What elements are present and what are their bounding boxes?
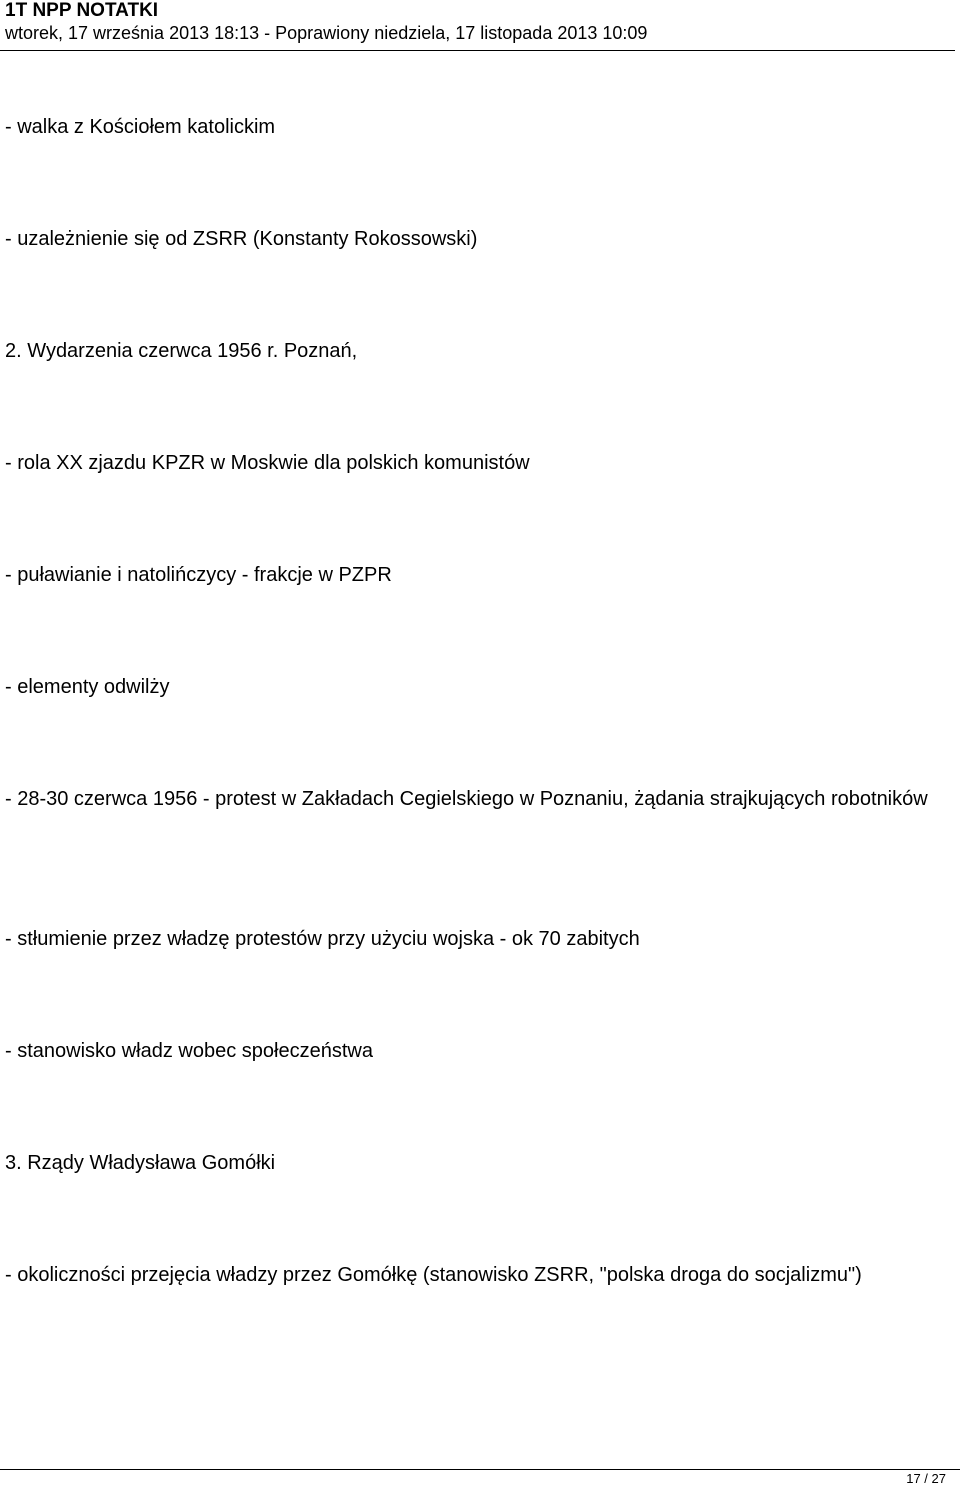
paragraph-3: - rola XX zjazdu KPZR w Moskwie dla polskich komunistów [5, 452, 530, 474]
paragraph-2: - uzależnienie się od ZSRR (Konstanty Rokossowski) [5, 228, 478, 250]
section-heading-2: 2. Wydarzenia czerwca 1956 r. Poznań, [5, 340, 358, 362]
document-title: 1T NPP NOTATKI [5, 0, 159, 21]
page-header [5, 0, 955, 44]
paragraph-1: - walka z Kościołem katolickim [5, 116, 276, 138]
document-meta: wtorek, 17 września 2013 18:13 - Poprawiony niedziela, 17 listopada 2013 10:09 [5, 23, 648, 43]
header-divider [0, 50, 955, 51]
paragraph-6: - 28-30 czerwca 1956 - protest w Zakładach Cegielskiego w Poznaniu, żądania strajkujących robotników [5, 788, 928, 810]
page-number: 17 / 27 [906, 1471, 946, 1486]
section-heading-3: 3. Rządy Władysława Gomółki [5, 1152, 276, 1174]
paragraph-7: - stłumienie przez władzę protestów przy użyciu wojska - ok 70 zabitych [5, 928, 640, 950]
paragraph-8: - stanowisko władz wobec społeczeństwa [5, 1040, 373, 1062]
paragraph-9: - okoliczności przejęcia władzy przez Gomółkę (stanowisko ZSRR, "polska droga do socjalizmu") [5, 1264, 862, 1286]
footer-divider [0, 1469, 960, 1470]
paragraph-5: - elementy odwilży [5, 676, 170, 698]
paragraph-4: - puławianie i natolińczycy - frakcje w PZPR [5, 564, 392, 586]
